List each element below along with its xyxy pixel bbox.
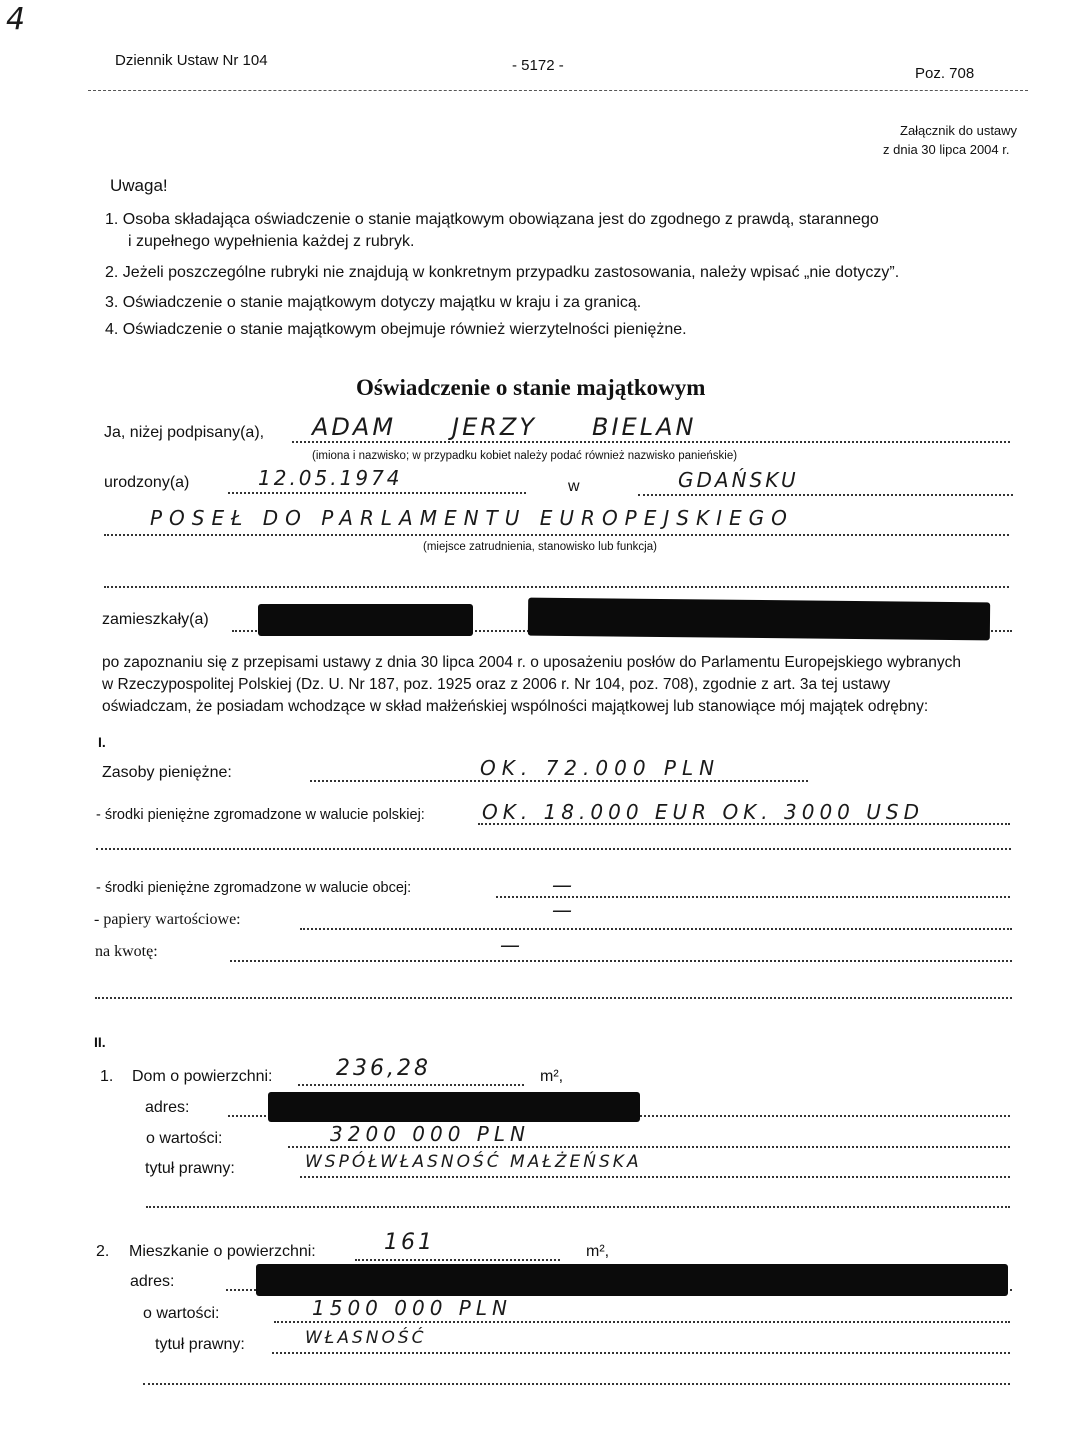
handwritten-flat-area: 161 xyxy=(384,1230,435,1255)
handwritten-amount: — xyxy=(500,933,520,957)
house-address-label: adres: xyxy=(145,1099,190,1116)
note-number: 1. xyxy=(105,211,119,228)
handwritten-cash: OK. 72.000 PLN xyxy=(480,756,721,780)
note-number: 2. xyxy=(105,264,119,281)
note-number: 3. xyxy=(105,294,119,311)
handwritten-house-value: 3200 000 PLN xyxy=(330,1122,530,1146)
flat-area-line xyxy=(355,1259,560,1261)
house-area-line xyxy=(298,1084,524,1086)
handwritten-first-name: ADAM xyxy=(312,413,397,441)
house-title-line-2 xyxy=(146,1206,1010,1208)
page-number: - 5172 - xyxy=(512,57,564,74)
redacted-address-block xyxy=(528,598,990,641)
note-text-continuation: i zupełnego wypełnienia każdej z rubryk. xyxy=(128,233,415,250)
born-in-label: w xyxy=(568,478,580,495)
amount-line-2 xyxy=(95,997,1012,999)
flat-value-line xyxy=(274,1321,1010,1323)
pln-funds-label: - środki pieniężne zgromadzone w walucie polskiej: xyxy=(96,807,425,823)
note-text: Oświadczenie o stanie majątkowym dotyczy majątku w kraju i za granicą. xyxy=(122,294,642,311)
house-area-label: Dom o powierzchni: xyxy=(132,1068,273,1085)
annex-line-1: Załącznik do ustawy xyxy=(900,123,1018,138)
flat-title-line xyxy=(272,1352,1010,1354)
flat-address-label: adres: xyxy=(130,1273,175,1290)
note-item xyxy=(105,211,879,229)
note-text: Osoba składająca oświadczenie o stanie majątkowym obowiązana jest do zgodnego z prawdą, starannego xyxy=(122,211,879,228)
house-area-unit: m², xyxy=(540,1068,564,1085)
house-value-label: o wartości: xyxy=(146,1130,223,1147)
born-label: urodzony(a) xyxy=(104,474,190,491)
declaration-line-2: w Rzeczypospolitej Polskiej (Dz. U. Nr 187, poz. 1925 oraz z 2006 r. Nr 104, poz. 708), zgodnie z art. 3a tej ustawy xyxy=(102,676,891,693)
signed-label: Ja, niżej podpisany(a), xyxy=(104,424,265,441)
note-text: Jeżeli poszczególne rubryki nie znajdują w konkretnym przypadku zastosowania, należy wpisać „nie dotyczy”. xyxy=(122,264,900,281)
securities-label: - papiery wartościowe: xyxy=(94,911,241,928)
declaration-line-3: oświadczam, że posiadam wchodzące w skład małżeńskiej wspólności majątkowej lub stanowiące mój majątek odrębny: xyxy=(102,698,929,715)
handwritten-pln-funds: OK. 18.000 EUR OK. 3000 USD xyxy=(482,800,925,824)
handwritten-birth-date: 12.05.1974 xyxy=(258,466,403,490)
handwritten-workplace: POSEŁ DO PARLAMENTU EUROPEJSKIEGO xyxy=(150,506,794,530)
name-field-line xyxy=(292,441,1010,443)
note-item xyxy=(105,321,687,339)
section-1-numeral: I. xyxy=(98,734,106,750)
cash-label: Zasoby pieniężne: xyxy=(102,764,232,781)
handwritten-house-area: 236,28 xyxy=(336,1056,431,1081)
foreign-funds-label: - środki pieniężne zgromadzone w walucie obcej: xyxy=(96,880,412,896)
handwritten-securities: — xyxy=(552,898,572,922)
handwritten-house-title: WSPÓŁWŁASNOŚĆ MAŁŻEŃSKA xyxy=(305,1152,642,1172)
cash-line xyxy=(310,780,808,782)
house-value-line xyxy=(288,1146,1010,1148)
house-title-line xyxy=(300,1176,1010,1178)
note-item xyxy=(105,264,899,282)
notes-heading: Uwaga! xyxy=(110,176,168,195)
note-item xyxy=(105,294,641,312)
declaration-line-1: po zapoznaniu się z przepisami ustawy z dnia 30 lipca 2004 r. o uposażeniu posłów do Parlamentu Europejskiego wybranych xyxy=(102,654,962,671)
name-hint: (imiona i nazwisko; w przypadku kobiet należy podać również nazwisko panieńskie) xyxy=(312,450,738,462)
handwritten-middle-name: JERZY xyxy=(452,413,538,441)
workplace-hint: (miejsce zatrudnienia, stanowisko lub funkcja) xyxy=(423,541,657,553)
handwritten-birth-place: GDAŃSKU xyxy=(678,468,799,492)
birth-place-line xyxy=(638,494,1013,496)
flat-area-label: Mieszkanie o powierzchni: xyxy=(129,1243,316,1260)
header-rule xyxy=(88,90,1028,91)
securities-line xyxy=(300,928,1012,930)
note-text: Oświadczenie o stanie majątkowym obejmuje również wierzytelności pieniężne. xyxy=(122,321,687,338)
redacted-house-address xyxy=(268,1092,640,1122)
pln-funds-line-2 xyxy=(96,848,1011,850)
flat-title-label: tytuł prawny: xyxy=(155,1336,245,1353)
form-title: Oświadczenie o stanie majątkowym xyxy=(356,375,706,400)
annex-line-2: z dnia 30 lipca 2004 r. xyxy=(883,142,1010,157)
house-number: 1. xyxy=(100,1068,114,1085)
birth-date-line xyxy=(228,492,526,494)
flat-title-line-2 xyxy=(143,1383,1010,1385)
page-handwritten-number: 4 xyxy=(6,2,26,37)
handwritten-flat-value: 1500 000 PLN xyxy=(312,1296,512,1320)
flat-number: 2. xyxy=(96,1243,110,1260)
amount-line xyxy=(230,960,1012,962)
foreign-funds-line xyxy=(496,896,1010,898)
house-title-label: tytuł prawny: xyxy=(145,1160,235,1177)
flat-area-unit: m², xyxy=(586,1243,610,1260)
redacted-address-block xyxy=(258,604,473,636)
position-number: Poz. 708 xyxy=(915,65,975,82)
redacted-flat-address xyxy=(256,1264,1008,1296)
workplace-line-2 xyxy=(104,586,1009,588)
resident-label: zamieszkały(a) xyxy=(102,611,209,628)
journal-title: Dziennik Ustaw Nr 104 xyxy=(115,52,268,69)
flat-value-label: o wartości: xyxy=(143,1305,220,1322)
section-2-numeral: II. xyxy=(94,1034,106,1050)
handwritten-foreign-funds: — xyxy=(552,873,572,897)
handwritten-flat-title: WŁASNOŚĆ xyxy=(305,1328,427,1348)
amount-label: na kwotę: xyxy=(95,943,158,960)
handwritten-last-name: BIELAN xyxy=(592,413,697,441)
workplace-line xyxy=(104,534,1009,536)
note-number: 4. xyxy=(105,321,119,338)
